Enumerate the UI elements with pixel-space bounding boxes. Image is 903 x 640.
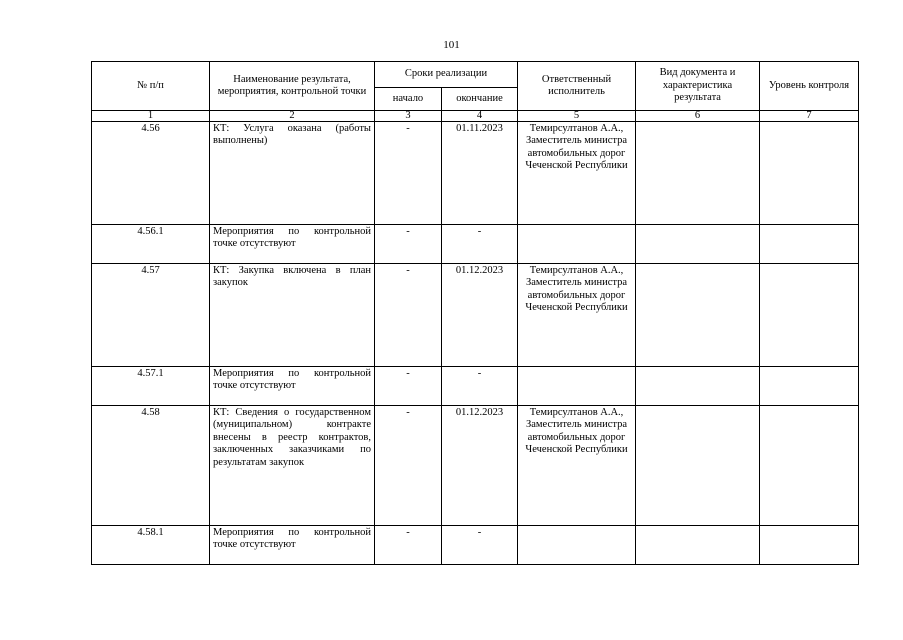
column-number: 5 [518,111,636,122]
header-result-name: Наименование результата, мероприятия, контрольной точки [210,62,375,111]
table-row [92,406,859,526]
column-number: 3 [375,111,442,122]
header-start: начало [375,88,442,111]
table-row [92,264,859,367]
column-number: 7 [760,111,859,122]
table-header [92,62,859,122]
row-name: КТ: Сведения о государственном (муниципальном) контракте внесены в реестр контрактов, заключенных заказчиками по результатам закупок [210,406,375,526]
header-deadlines: Сроки реализации [375,62,518,88]
row-end: - [442,367,518,406]
row-name: КТ: Услуга оказана (работы выполнены) [210,122,375,225]
row-control-level [760,225,859,264]
table-row [92,225,859,264]
row-number: 4.56 [92,122,210,225]
row-document [636,406,760,526]
page-number: 101 [443,39,460,51]
row-end: - [442,225,518,264]
row-number: 4.58.1 [92,526,210,565]
row-control-level [760,264,859,367]
header-end: окончание [442,88,518,111]
column-number: 1 [92,111,210,122]
header-number: № п/п [92,62,210,111]
table-row [92,526,859,565]
row-name: КТ: Закупка включена в план закупок [210,264,375,367]
row-document [636,264,760,367]
row-number: 4.57.1 [92,367,210,406]
header-responsible: Ответственный исполнитель [518,62,636,111]
row-control-level [760,526,859,565]
column-number: 4 [442,111,518,122]
row-responsible: Темирсултанов А.А., Заместитель министра автомобильных дорог Чеченской Республики [518,122,636,225]
row-end: - [442,526,518,565]
implementation-plan-table [91,61,859,565]
row-start: - [375,526,442,565]
row-responsible: Темирсултанов А.А., Заместитель министра автомобильных дорог Чеченской Республики [518,406,636,526]
header-control-level: Уровень контроля [760,62,859,111]
row-start: - [375,264,442,367]
table-row [92,367,859,406]
row-number: 4.56.1 [92,225,210,264]
row-start: - [375,406,442,526]
row-number: 4.57 [92,264,210,367]
row-responsible [518,526,636,565]
row-start: - [375,225,442,264]
row-name: Мероприятия по контрольной точке отсутствуют [210,367,375,406]
column-number: 6 [636,111,760,122]
row-control-level [760,406,859,526]
header-document-type: Вид документа и характеристика результата [636,62,760,111]
row-number: 4.58 [92,406,210,526]
row-start: - [375,367,442,406]
row-document [636,225,760,264]
row-start: - [375,122,442,225]
row-document [636,122,760,225]
row-document [636,526,760,565]
row-responsible [518,225,636,264]
column-number-row [92,111,859,122]
row-responsible: Темирсултанов А.А., Заместитель министра автомобильных дорог Чеченской Республики [518,264,636,367]
column-number: 2 [210,111,375,122]
row-name: Мероприятия по контрольной точке отсутствуют [210,526,375,565]
row-control-level [760,122,859,225]
row-control-level [760,367,859,406]
table-row [92,122,859,225]
row-responsible [518,367,636,406]
row-end: 01.11.2023 [442,122,518,225]
row-name: Мероприятия по контрольной точке отсутствуют [210,225,375,264]
row-end: 01.12.2023 [442,406,518,526]
row-document [636,367,760,406]
row-end: 01.12.2023 [442,264,518,367]
